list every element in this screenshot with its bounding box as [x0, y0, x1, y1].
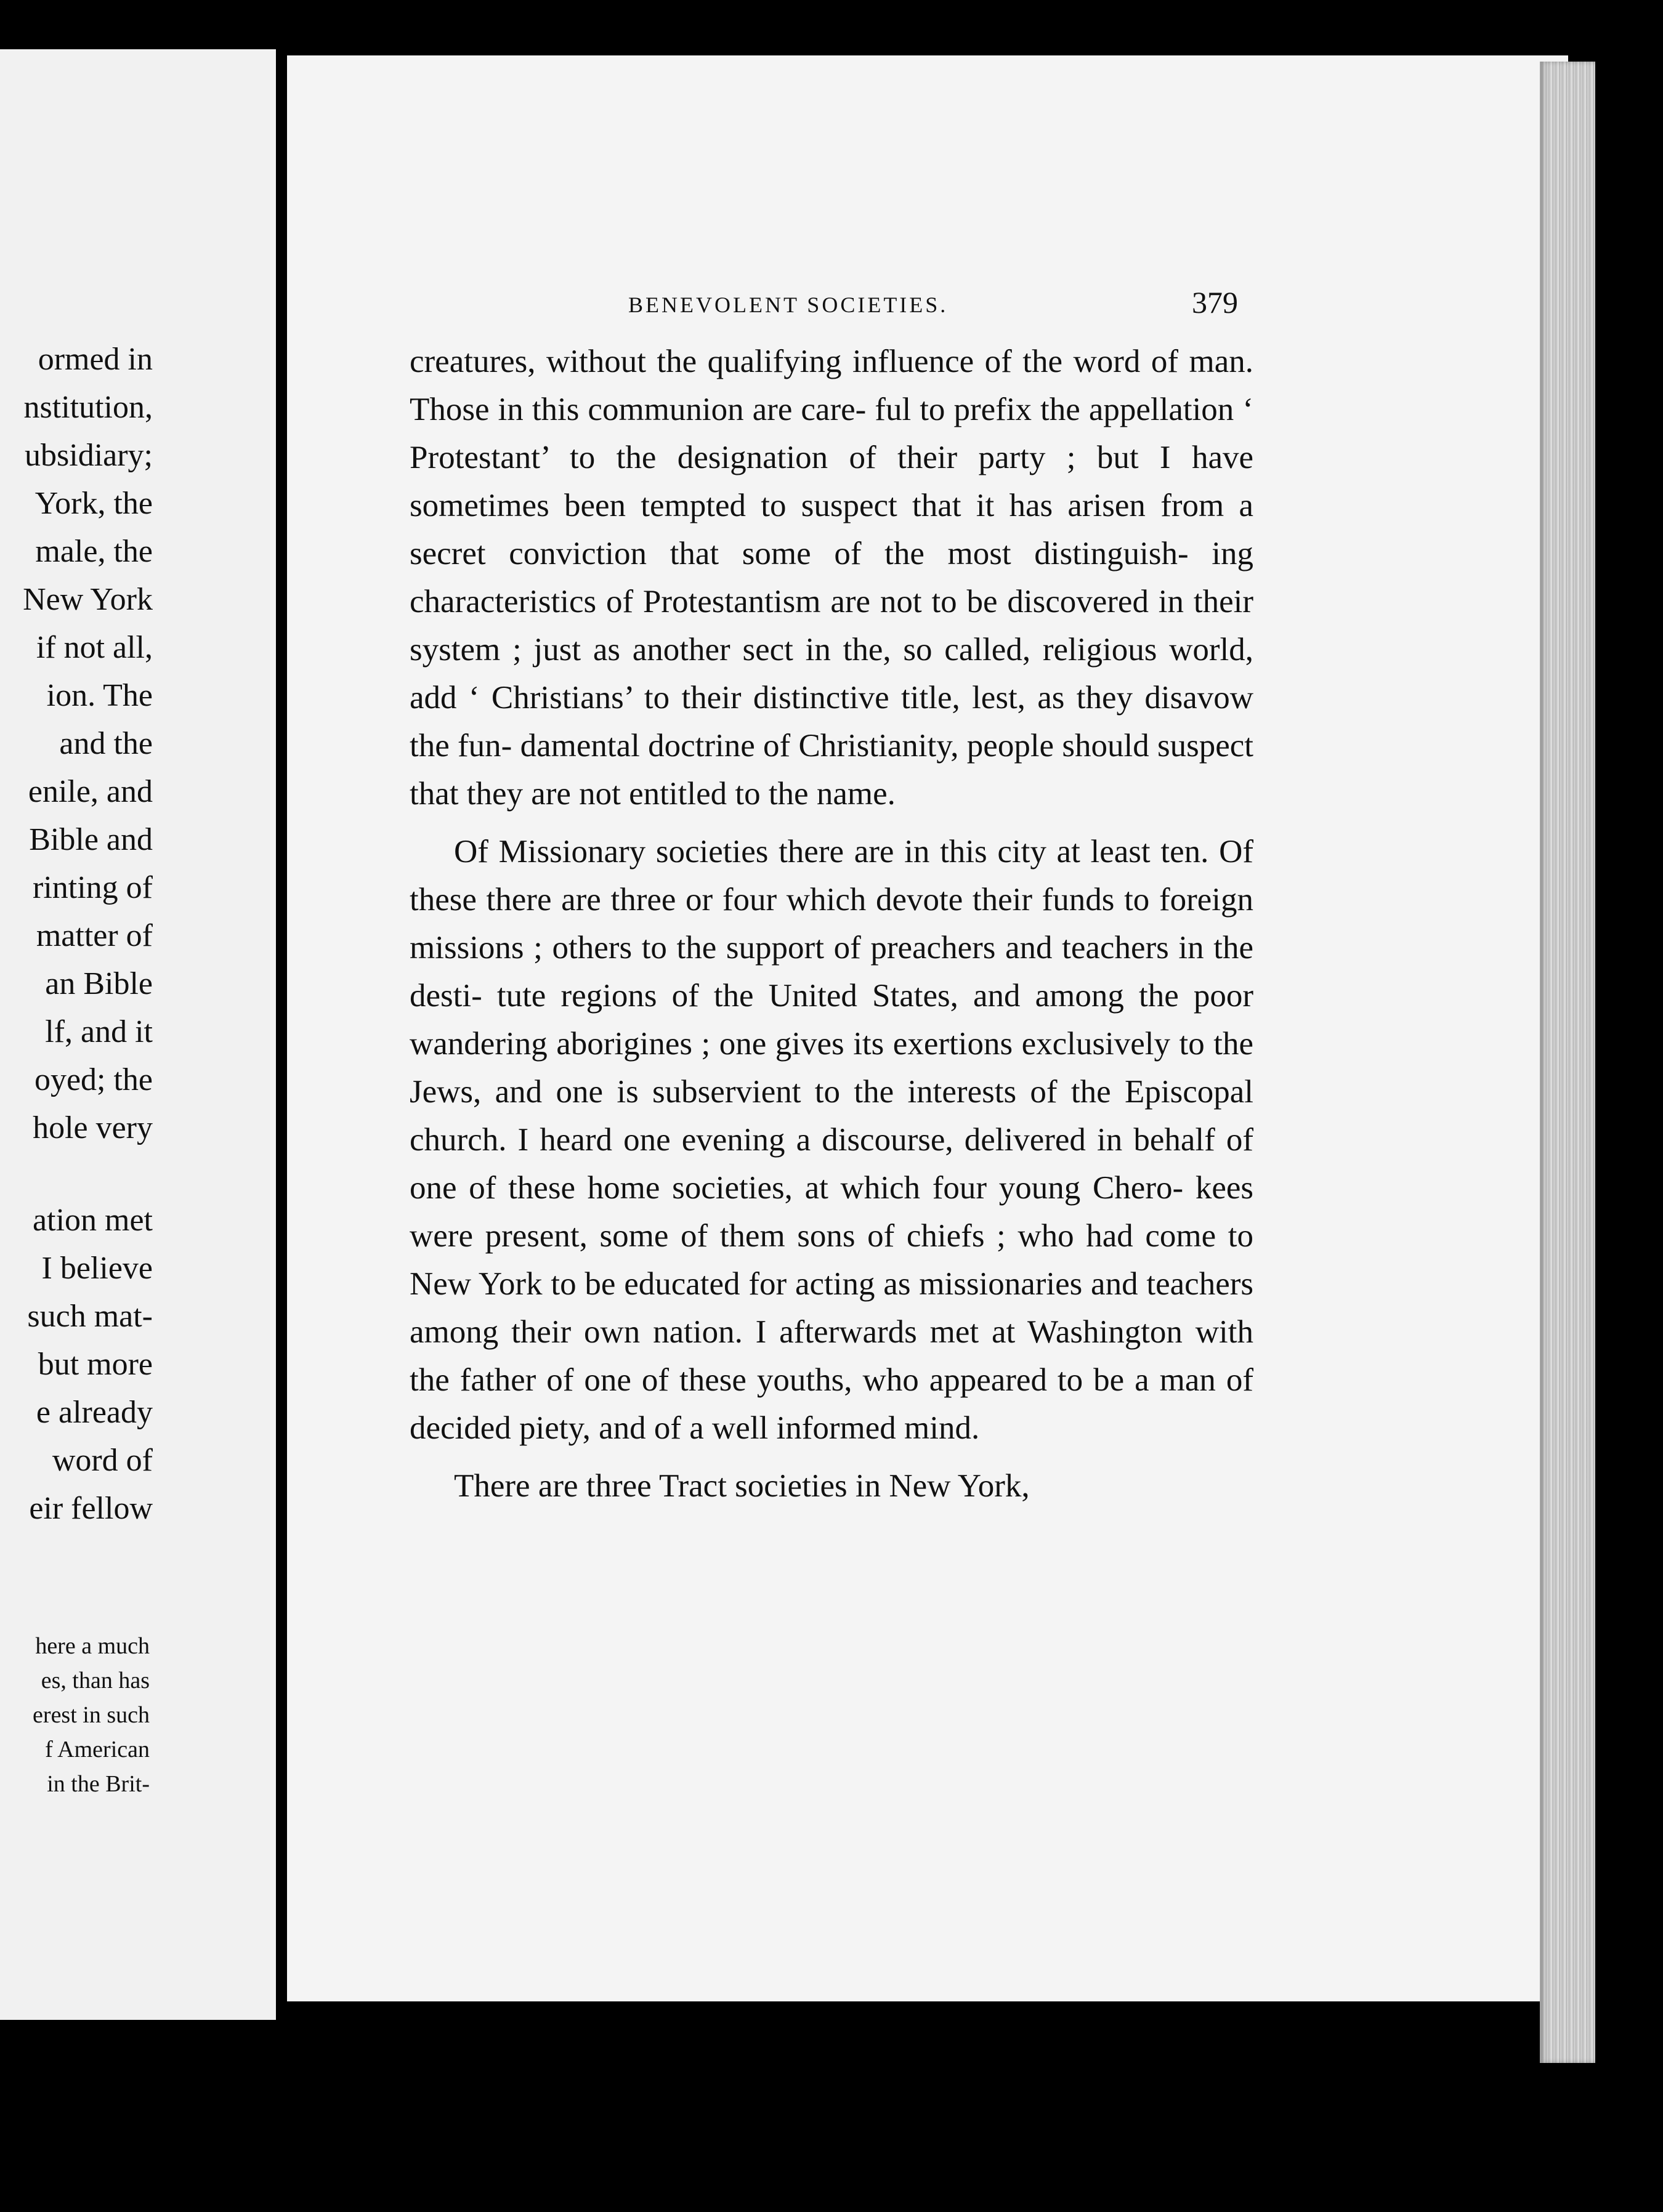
left-footnote-line: in the Brit-: [47, 1771, 150, 1797]
paragraph: creatures, without the qualifying influence of the word of man. Those in this communion are care- ful to prefix the appellation ‘ Protestant’ to the designation of their party ; but I have sometimes been tempted to suspect that it has arisen from a secret conviction that some of the most distinguish- ing characteristics of Protestantism are not to be discovered in their system ; just as another sect in the, so called, religious world, add ‘ Christians’ to their distinctive title, lest, as they disavow the fun- damental doctrine of Christianity, people should suspect that they are not entitled to the name.: [410, 344, 1253, 812]
left-line: eir fellow: [29, 1491, 153, 1526]
left-line: an Bible: [45, 966, 153, 1001]
left-line: York, the: [34, 486, 153, 521]
left-footnote-line: here a much: [35, 1633, 150, 1659]
left-line: I believe: [41, 1251, 153, 1286]
left-line: lf, and it: [45, 1014, 153, 1049]
left-line: ation met: [33, 1203, 153, 1238]
left-line: enile, and: [28, 774, 153, 809]
left-line: such mat-: [27, 1299, 153, 1334]
left-line: oyed; the: [34, 1062, 153, 1097]
left-page-text-fragment: [23, 336, 153, 1533]
left-line: and the: [59, 726, 153, 761]
left-line: male, the: [35, 534, 153, 569]
left-line: rinting of: [33, 870, 153, 905]
paragraph: There are three Tract societies in New York,: [454, 1468, 1030, 1504]
left-page: [0, 49, 276, 2020]
page-edges: [1540, 62, 1595, 2063]
left-line: Bible and: [29, 822, 153, 857]
left-line: but more: [38, 1347, 153, 1382]
running-head-title: BENEVOLENT SOCIETIES.: [628, 293, 949, 317]
left-line: nstitution,: [23, 390, 153, 425]
left-page-footnote-fragment: [33, 1629, 150, 1801]
left-footnote-line: f American: [45, 1737, 150, 1762]
running-head: [628, 286, 1238, 323]
left-line: word of: [52, 1443, 153, 1478]
page-number: 379: [1192, 285, 1238, 320]
left-line: hole very: [33, 1110, 153, 1145]
left-line: New York: [23, 582, 153, 617]
left-line: ubsidiary;: [25, 438, 153, 473]
body-text: [410, 337, 1253, 1510]
paragraph: Of Missionary societies there are in this city at least ten. Of these there are three or four which devote their funds to foreign missions ; others to the support of preachers and teachers in the desti- tute regions of the United States, and among the poor wandering aborigines ; one gives its exertions exclusively to the Jews, and one is subservient to the interests of the Episcopal church. I heard one evening a discourse, delivered in behalf of one of these home societies, at which four young Chero- kees were present, some of them sons of chiefs ; who had come to New York to be educated for acting as missionaries and teachers among their own nation. I afterwards met at Washington with the father of one of these youths, who appeared to be a man of decided piety, and of a well informed mind.: [410, 834, 1253, 1446]
left-line: if not all,: [36, 630, 153, 665]
left-line: matter of: [36, 918, 153, 953]
left-line: ion. The: [46, 678, 153, 713]
book-gutter: [276, 37, 286, 2044]
left-line: e already: [36, 1395, 153, 1430]
left-footnote-line: es, than has: [41, 1668, 150, 1693]
left-footnote-line: erest in such: [33, 1702, 150, 1728]
left-line: ormed in: [38, 342, 153, 377]
